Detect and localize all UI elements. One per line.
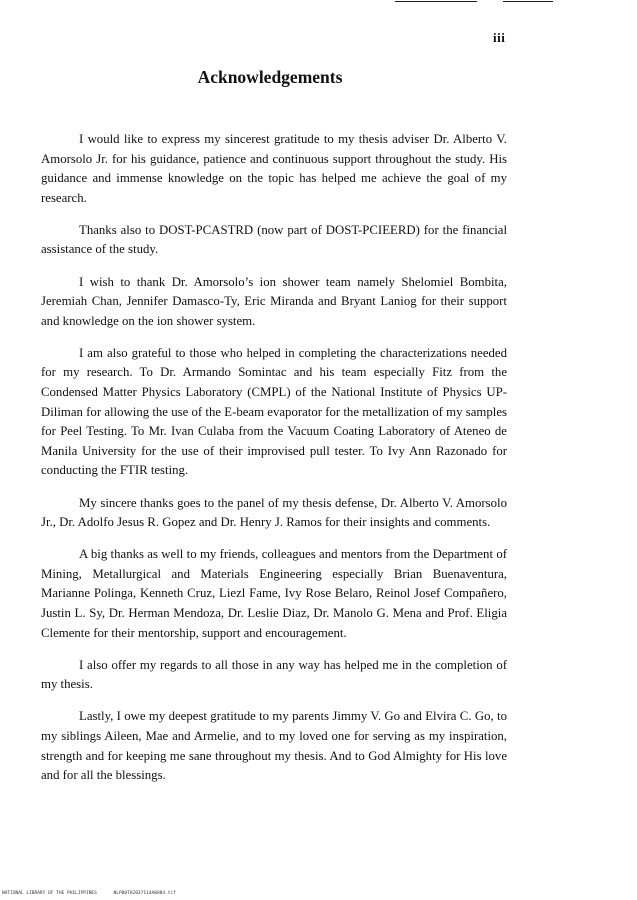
paragraph-regards: I also offer my regards to all those in any way has helped me in the completion of my thesis.: [41, 657, 507, 692]
paragraph-funding: Thanks also to DOST-PCASTRD (now part of DOST-PCIEERD) for the financial assistance of the study.: [41, 222, 507, 257]
acknowledgements-body: [41, 130, 507, 798]
scan-footer: [2, 891, 176, 896]
top-rule-right: [503, 1, 553, 2]
top-rule-left: [395, 1, 477, 2]
footer-library-name: NATIONAL LIBRARY OF THE PHILIPPINES: [2, 891, 97, 896]
paragraph-ion-shower-team: I wish to thank Dr. Amorsolo’s ion shower team namely Shelomiel Bombita, Jeremiah Chan, Jennifer Damasco-Ty, Eric Miranda and Bryant Laniog for their support and knowledge on the ion shower system.: [41, 274, 507, 328]
paragraph-thesis-panel: My sincere thanks goes to the panel of my thesis defense, Dr. Alberto V. Amorsolo Jr., Dr. Adolfo Jesus R. Gopez and Dr. Henry J. Ramos for their insights and comments.: [41, 495, 507, 530]
page-title: Acknowledgements: [197, 67, 343, 87]
paragraph-family: Lastly, I owe my deepest gratitude to my parents Jimmy V. Go and Elvira C. Go, to my siblings Aileen, Mae and Armelie, and to my loved one for serving as my inspiration, strength and for keeping me sane throughout my thesis. And to God Almighty for His love and for all the blessings.: [41, 709, 507, 783]
page-number: iii: [493, 30, 506, 45]
paragraph-friends-colleagues: A big thanks as well to my friends, colleagues and mentors from the Department of Mining, Metallurgical and Materials Engineering especially Brian Buenaventura, Marianne Polinga, Kenneth Cruz, Liezl Fame, Ivy Rose Belaro, Reinol Josef Compañero, Justin L. Sy, Dr. Herman Mendoza, Dr. Leslie Diaz, Dr. Manolo G. Mena and Prof. Eligia Clemente for their mentorship, support and encouragement.: [41, 547, 507, 640]
footer-file-code: NLP00TH2037114A8H84.tif: [113, 891, 176, 896]
paragraph-characterizations: I am also grateful to those who helped in completing the characterizations needed for my research. To Dr. Armando Somintac and his team especially Fitz from the Condensed Matter Physics Laboratory (CMPL) of the National Institute of Physics UP-Diliman for allowing the use of the E-beam evaporator for the metallization of my samples for Peel Testing. To Mr. Ivan Culaba from the Vacuum Coating Laboratory of Ateneo de Manila University for the use of their improvised pull tester. To Ivy Ann Razonado for conducting the FTIR testing.: [41, 345, 507, 478]
paragraph-thesis-adviser: I would like to express my sincerest gratitude to my thesis adviser Dr. Alberto V. Amorsolo Jr. for his guidance, patience and continuous support throughout the study. His guidance and immense knowledge on the topic has helped me achieve the goal of my research.: [41, 132, 507, 205]
